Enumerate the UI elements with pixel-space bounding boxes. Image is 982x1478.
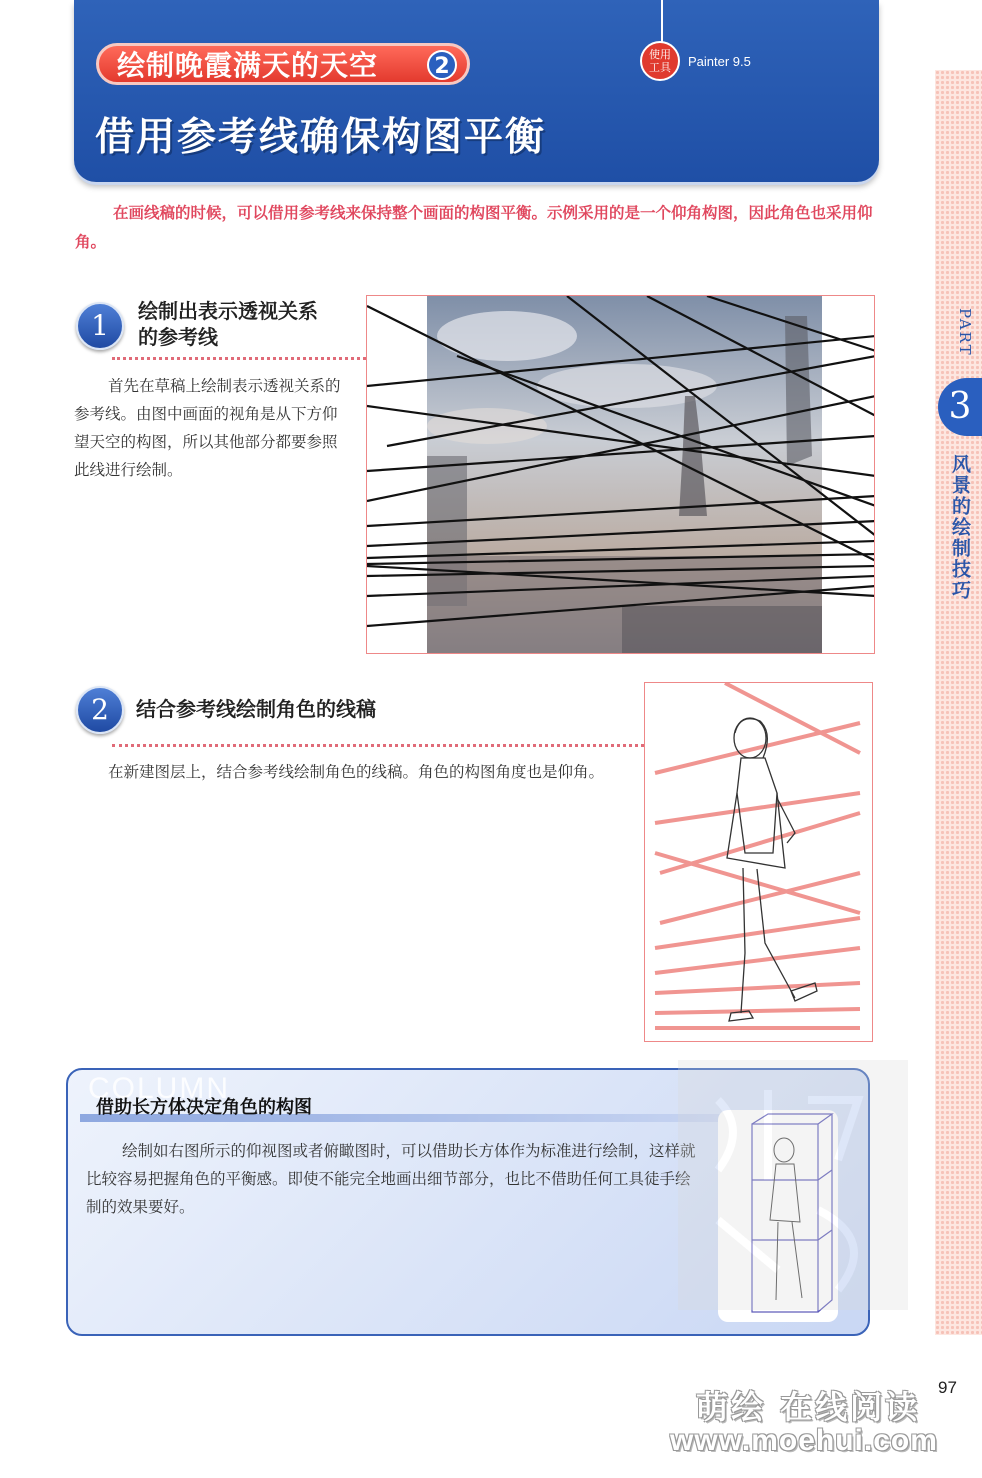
step-1-divider [112, 357, 366, 360]
tool-name: Painter 9.5 [688, 54, 751, 69]
side-chapter-name: 风景的绘制技巧 [949, 454, 971, 601]
watermark-url: www.moehui.com [670, 1424, 938, 1457]
column-body: 绘制如右图所示的仰视图或者俯瞰图时，可以借助长方体作为标准进行绘制，这样就比较容易把握角色的平衡感。即使不能完全地画出细节部分，也比不借助任何工具徒手绘制的效果要好。 [86, 1142, 696, 1216]
character-lineart-illustration [645, 683, 873, 1042]
series-title-pill [96, 43, 470, 85]
series-title: 绘制晚霞满天的天空 [117, 49, 379, 82]
step-2-divider [112, 744, 644, 747]
step-1-title [138, 298, 318, 350]
side-part-number: 3 [938, 378, 982, 436]
tool-badge [640, 41, 680, 81]
column-label: COLUMN [88, 1072, 231, 1105]
step-1-body: 首先在草稿上绘制表示透视关系的参考线。由图中画面的视角是从下方仰望天空的构图，所以其他部分都要参照此线进行绘制。 [74, 377, 341, 479]
page-number: 97 [938, 1378, 957, 1397]
intro-paragraph: 在画线稿的时候，可以借用参考线来保持整个画面的构图平衡。示例采用的是一个仰角构图，因此角色也采用仰角。 [75, 204, 873, 251]
tool-badge-line1: 使用 [649, 48, 671, 61]
perspective-guide-image [366, 295, 875, 654]
header-hanger-line [661, 0, 663, 44]
side-chapter-tab [935, 70, 982, 1335]
step-1-number: 1 [76, 302, 124, 350]
step-2-number: 2 [76, 686, 124, 734]
step-1-title-line1: 绘制出表示透视关系 [138, 299, 318, 323]
step-2-title: 结合参考线绘制角色的线稿 [136, 697, 376, 721]
column-title: 借助长方体决定角色的构图 [96, 1097, 312, 1118]
tool-badge-line2: 工具 [649, 61, 671, 74]
perspective-guide-illustration [367, 296, 875, 654]
step-1-title-line2: 的参考线 [138, 325, 218, 349]
series-number: 2 [427, 50, 457, 80]
watermark-site-name: 萌绘 在线阅读 [696, 1388, 921, 1426]
character-lineart-image [644, 682, 873, 1042]
page-title: 借用参考线确保构图平衡 [95, 115, 547, 160]
side-part-label: PART [956, 308, 974, 357]
step-2-body: 在新建图层上，结合参考线绘制角色的线稿。角色的构图角度也是仰角。 [108, 763, 605, 781]
watermark-seal [658, 1040, 928, 1330]
